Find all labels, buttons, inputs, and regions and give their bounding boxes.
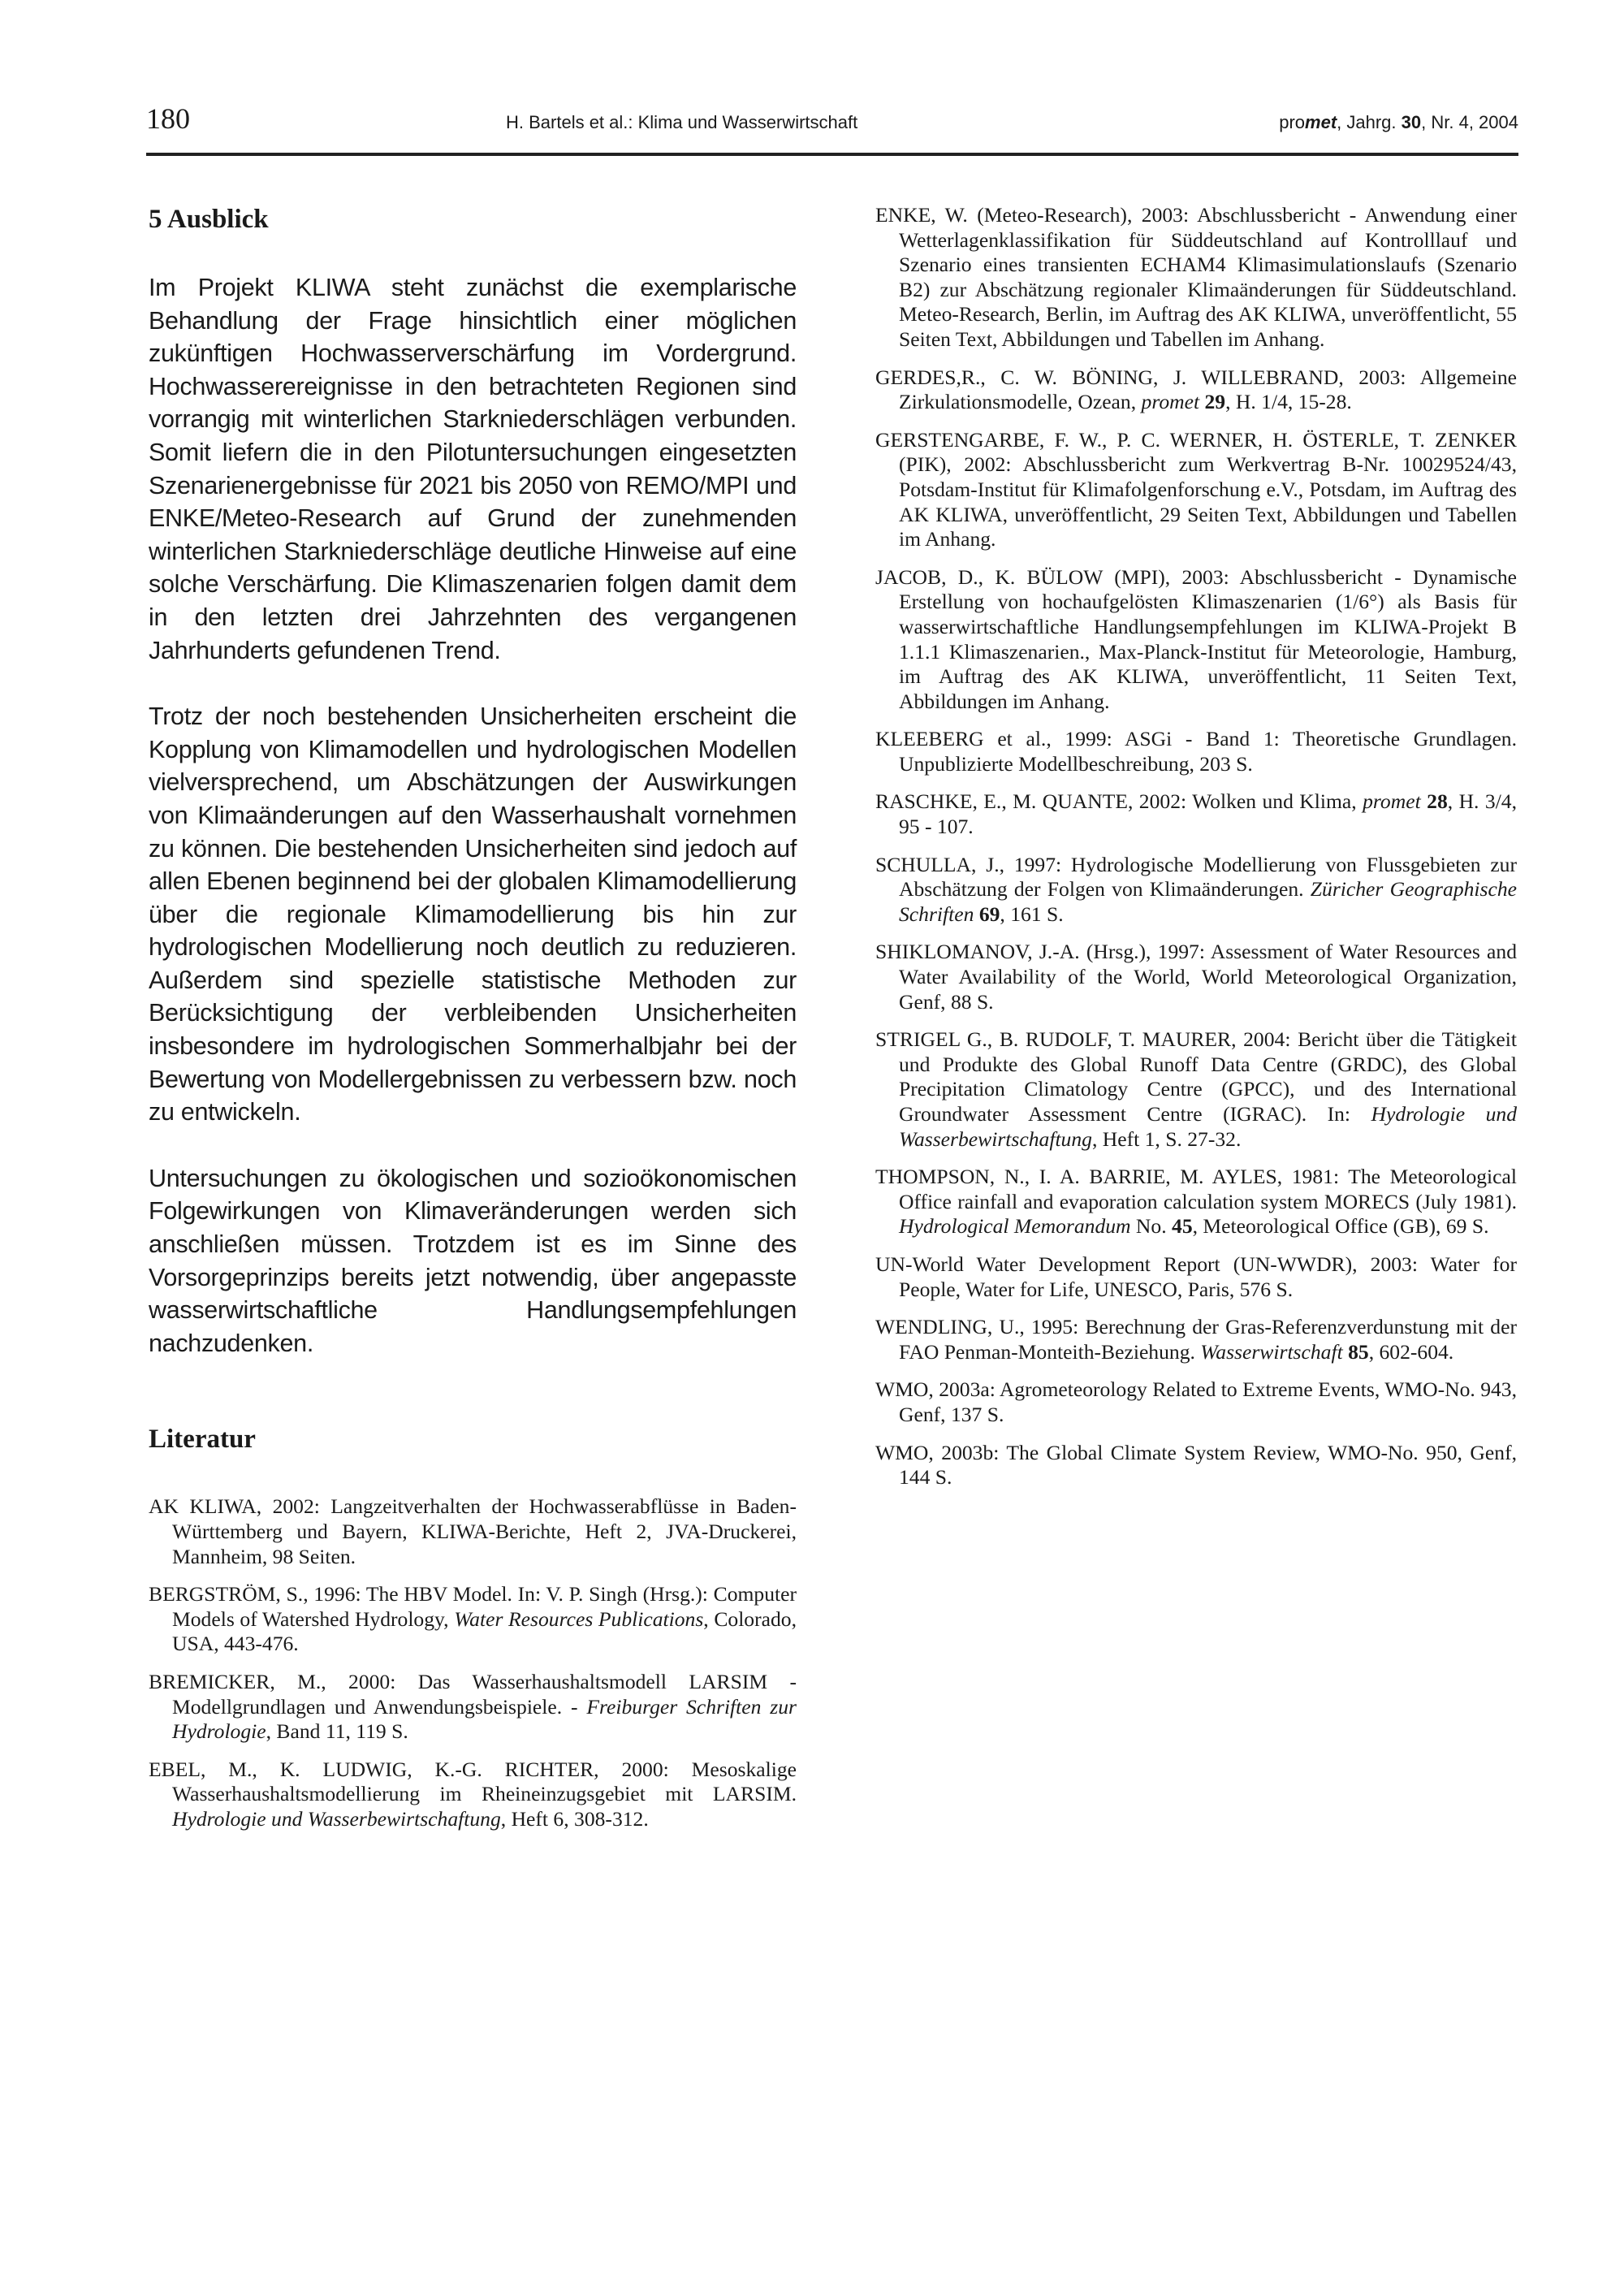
reference-entry	[875, 1027, 1517, 1152]
ref-text: GERSTENGARBE, F. W., P. C. WERNER, H. ÖSTERLE, T. ZENKER (PIK), 2002: Abschlussbericht zum Werkvertrag B-Nr. 10029524/43, Potsdam-Institut für Klimafolgenforschung e.V., Potsdam, im Auftrag des AK KLIWA, unveröffentlicht, 29 Seiten Text, Abbildungen und Tabellen im Anhang.	[875, 427, 1517, 551]
reference-entry	[875, 853, 1517, 927]
reference-entry	[875, 940, 1517, 1014]
right-column	[875, 203, 1517, 1503]
ref-bold: 69	[978, 902, 1000, 926]
ref-text: , 602-604.	[1368, 1339, 1454, 1364]
ref-text: BERGSTRÖM, S., 1996: The HBV Model. In: V. P. Singh (Hrsg.): Computer Models of Watershed Hydrology,	[149, 1582, 797, 1631]
journal-issue: 4	[1458, 112, 1469, 132]
reference-entry	[875, 428, 1517, 552]
ref-text: BREMICKER, M., 2000: Das Wasserhaushaltsmodell LARSIM - Modellgrundlagen und Anwendungsbeispiele. -	[149, 1669, 797, 1719]
ref-bold: 45	[1172, 1214, 1193, 1239]
body-paragraph: Trotz der noch bestehenden Unsicherheiten erscheint die Kopplung von Klimamodellen und hydrologischen Modellen vielversprechend, um Abschätzungen der Auswirkungen von Klimaänderungen auf den Wasserhaushalt vornehmen zu können. Die bestehenden Unsicherheiten sind jedoch auf allen Ebenen beginnend bei der globalen Klimamodellierung über die regionale Klimamodellierung bis hin zur hydrologischen Modellierung noch deutlich zu reduzieren. Außerdem sind spezielle statistische Methoden zur Berücksichtigung der verbleibenden Unsicherheiten insbesondere im hydrologischen Sommerhalbjahr bei der Bewertung von Modellergebnissen zu verbessern bzw. noch zu entwickeln.	[149, 703, 797, 1126]
ref-text: ENKE, W. (Meteo-Research), 2003: Abschlussbericht - Anwendung einer Wetterlagenklassifikation für Süddeutschland auf Kontrolllauf und Szenario eines transienten ECHAM4 Klimasimulationslaufs (Szenario B2) zur Abschätzung regionaler Klimaänderungen für Süddeutschland. Meteo-Research, Berlin, im Auftrag des AK KLIWA, unveröffentlicht, 55 Seiten Text, Abbildungen und Tabellen im Anhang.	[875, 203, 1517, 351]
reference-entry	[875, 365, 1517, 415]
journal-name-met: met	[1305, 112, 1337, 132]
ref-text: RASCHKE, E., M. QUANTE, 2002: Wolken und Klima,	[875, 789, 1363, 814]
ref-italic: Water Resources Publications	[454, 1606, 704, 1631]
ref-bold: 28	[1427, 789, 1448, 814]
reference-entry	[875, 789, 1517, 839]
reference-entry	[875, 203, 1517, 352]
running-title: H. Bartels et al.: Klima und Wasserwirtschaft	[506, 112, 858, 132]
ref-text: KLEEBERG et al., 1999: ASGi - Band 1: Theoretische Grundlagen. Unpublizierte Modellbeschreibung, 203 S.	[875, 727, 1517, 776]
reference-entry	[149, 1670, 797, 1745]
journal-jahrg: , Jahrg.	[1337, 112, 1402, 132]
ref-italic: Hydrologie und Wasserbewirtschaftung	[172, 1806, 501, 1831]
ref-text: WMO, 2003b: The Global Climate System Review, WMO-No. 950, Genf, 144 S.	[875, 1440, 1517, 1490]
ref-text: , H. 3/4, 95 - 107.	[899, 789, 1517, 839]
journal-nr: , Nr.	[1421, 112, 1459, 132]
ref-text: , Band 11, 119 S.	[266, 1719, 408, 1744]
reference-entry	[875, 1377, 1517, 1427]
section-heading-ausblick: 5 Ausblick	[149, 205, 269, 234]
reference-entry	[875, 1165, 1517, 1239]
reference-entry	[875, 1315, 1517, 1364]
ref-text: SHIKLOMANOV, J.-A. (Hrsg.), 1997: Assessment of Water Resources and Water Availability of the World, World Meteorological Organization, Genf, 88 S.	[875, 940, 1517, 1014]
ref-text: , Heft 6, 308-312.	[500, 1806, 649, 1831]
left-column	[149, 203, 797, 1845]
ref-text: , H. 1/4, 15-28.	[1225, 390, 1352, 414]
ref-text: EBEL, M., K. LUDWIG, K.-G. RICHTER, 2000: Mesoskalige Wasserhaushaltsmodellierung im Rheineinzugsgebiet mit LARSIM.	[149, 1757, 797, 1806]
ref-text: , Heft 1, S. 27-32.	[1091, 1126, 1242, 1151]
header-rule	[146, 153, 1518, 156]
ref-text: , Colorado, USA, 443-476.	[172, 1606, 797, 1656]
body-paragraph: Im Projekt KLIWA steht zunächst die exemplarische Behandlung der Frage hinsichtlich einer möglichen zukünftigen Hochwasserverschärfung im Vordergrund. Hochwasserereignisse in den betrachteten Regionen sind vorrangig mit winterlichen Starkniederschlägen verbunden. Somit liefern die in den Pilotuntersuchungen eingesetzten Szenarienergebnisse für 2021 bis 2050 von REMO/MPI und ENKE/Meteo-Research auf Grund der zunehmenden winterlichen Starkniederschläge deutliche Hinweise auf eine solche Verschärfung. Die Klimaszenarien folgen damit dem in den letzten drei Jahrzehnten des vergangenen Jahrhunderts gefundenen Trend.	[149, 274, 797, 664]
reference-entry	[149, 1758, 797, 1832]
journal-info	[1279, 112, 1518, 133]
reference-entry	[875, 727, 1517, 776]
ref-italic: Hydrological Memorandum	[899, 1214, 1131, 1239]
ref-bold: 85	[1348, 1339, 1369, 1364]
ref-text: UN-World Water Development Report (UN-WWDR), 2003: Water for People, Water for Life, UNESCO, Paris, 576 S.	[875, 1252, 1517, 1301]
journal-volume: 30	[1401, 112, 1422, 132]
journal-year: , 2004	[1468, 112, 1518, 132]
ref-bold: 29	[1204, 390, 1226, 414]
ref-text: WENDLING, U., 1995: Berechnung der Gras-Referenzverdunstung mit der FAO Penman-Monteith-Beziehung.	[875, 1315, 1517, 1364]
ref-text: STRIGEL G., B. RUDOLF, T. MAURER, 2004: Bericht über die Tätigkeit und Produkte des Global Runoff Data Centre (GRDC), des Global Precipitation Climatology Centre (GPCC), und des International Groundwater Assessment Centre (IGRAC). In:	[875, 1027, 1517, 1126]
ref-italic: Wasserwirtschaft	[1200, 1339, 1343, 1364]
reference-entry	[149, 1582, 797, 1657]
journal-name-pro: pro	[1279, 112, 1306, 132]
ref-italic: Züricher Geographische Schriften	[899, 877, 1517, 926]
reference-entry	[149, 1494, 797, 1569]
literature-heading: Literatur	[149, 1425, 256, 1455]
page-header	[146, 102, 1518, 145]
ref-text: SCHULLA, J., 1997: Hydrologische Modellierung von Flussgebieten zur Abschätzung der Folgen von Klimaänderungen.	[875, 852, 1517, 902]
ref-italic: Hydrologie und Wasserbewirtschaftung	[899, 1102, 1517, 1151]
body-paragraph: Untersuchungen zu ökologischen und sozioökonomischen Folgewirkungen von Klimaveränderungen werden sich anschließen müssen. Trotzdem ist es im Sinne des Vorsorgeprinzips bereits jetzt notwendig, über angepasste wasserwirtschaftliche Handlungsempfehlungen nachzudenken.	[149, 1164, 797, 1357]
ref-text: JACOB, D., K. BÜLOW (MPI), 2003: Abschlussbericht - Dynamische Erstellung von hochaufgelösten Klimaszenarien (1/6°) als Basis für wasserwirtschaftliche Handlungsempfehlungen im KLIWA-Projekt B 1.1.1 Klimaszenarien., Max-Planck-Institut für Meteorologie, Hamburg, im Auftrag des AK KLIWA, unveröffentlicht, 11 Seiten Text, Abbildungen im Anhang.	[875, 564, 1517, 713]
ref-italic: promet	[1141, 390, 1200, 414]
ref-italic: Freiburger Schriften zur Hydrologie	[172, 1694, 797, 1744]
reference-entry	[875, 1252, 1517, 1302]
page-number: 180	[146, 102, 190, 135]
reference-entry	[875, 1441, 1517, 1490]
reference-entry	[875, 565, 1517, 715]
ref-text: AK KLIWA, 2002: Langzeitverhalten der Hochwasserabflüsse in Baden-Württemberg und Bayern, KLIWA-Berichte, Heft 2, JVA-Druckerei, Mannheim, 98 Seiten.	[149, 1494, 797, 1568]
ref-text: THOMPSON, N., I. A. BARRIE, M. AYLES, 1981: The Meteorological Office rainfall and evaporation calculation system MORECS (July 1981).	[875, 1165, 1517, 1213]
ref-text: , Meteorological Office (GB), 69 S.	[1192, 1214, 1489, 1239]
ref-text: No.	[1130, 1214, 1173, 1239]
ref-text: WMO, 2003a: Agrometeorology Related to Extreme Events, WMO-No. 943, Genf, 137 S.	[875, 1377, 1517, 1426]
ref-text: , 161 S.	[1000, 902, 1064, 926]
ref-text: GERDES,R., C. W. BÖNING, J. WILLEBRAND, 2003: Allgemeine Zirkulationsmodelle, Ozean,	[875, 365, 1517, 414]
ref-italic: promet	[1363, 789, 1421, 814]
